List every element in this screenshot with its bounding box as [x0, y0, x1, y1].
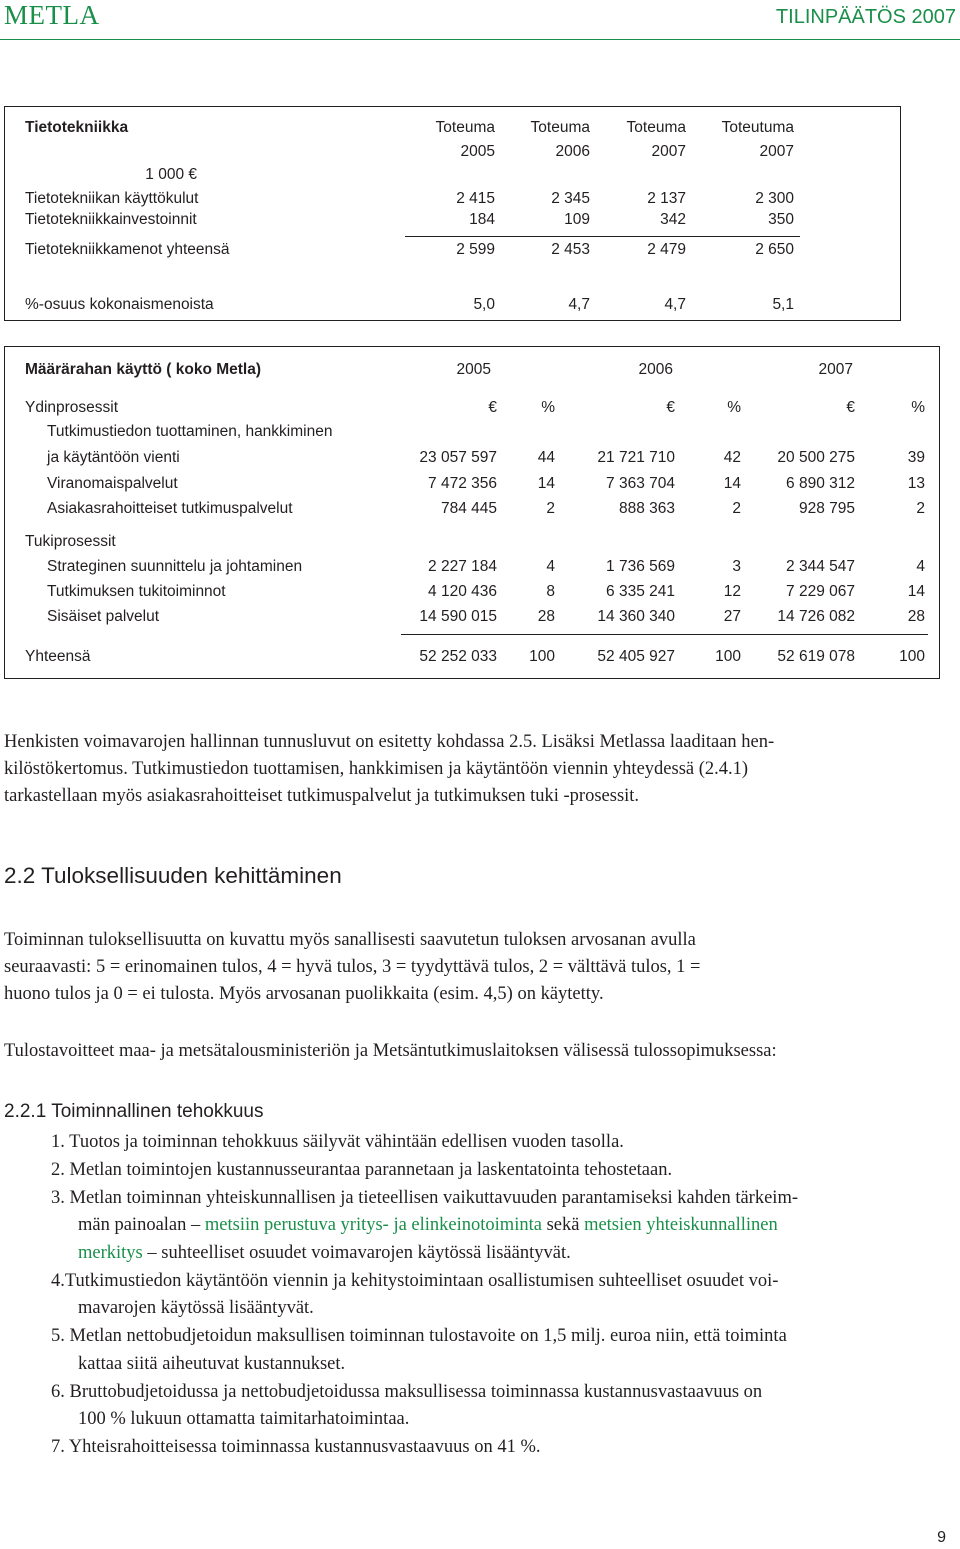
list-item-continuation: kattaa siitä aiheutuvat kustannukset. — [78, 1354, 346, 1374]
cell: 2 650 — [755, 241, 794, 258]
row-label: ja käytäntöön vienti — [47, 449, 180, 466]
list-text: – suhteelliset osuudet voimavarojen käytössä lisääntyvät. — [142, 1243, 571, 1263]
cell: 27 — [723, 608, 741, 625]
paragraph-line: kilöstökertomus. Tutkimustiedon tuottamisen, hankkimisen ja käytäntöön viennin yhteydessä (2.4.1) — [4, 759, 749, 779]
col-year: 2007 — [759, 143, 794, 160]
cell: 14 — [537, 475, 555, 492]
report-title: TILINPÄÄTÖS 2007 — [775, 6, 956, 28]
cell: 2 415 — [456, 190, 495, 207]
cell: 7 229 067 — [786, 583, 855, 600]
row-label: Tutkimustiedon tuottaminen, hankkiminen — [47, 423, 333, 440]
cell: 4,7 — [664, 296, 686, 313]
euro-header: € — [488, 399, 497, 416]
col-year: 2006 — [555, 143, 590, 160]
cell: 184 — [469, 211, 495, 228]
cell: 109 — [564, 211, 590, 228]
total-label: Tietotekniikkamenot yhteensä — [25, 241, 230, 258]
cell: 14 — [907, 583, 925, 600]
list-item: 7. Yhteisrahoitteisessa toiminnassa kustannusvastaavuus on 41 %. — [51, 1437, 541, 1457]
cell: 2 599 — [456, 241, 495, 258]
percent-header: % — [727, 399, 741, 416]
col-year: 2007 — [651, 143, 686, 160]
euro-header: € — [666, 399, 675, 416]
unit-label: 1 000 € — [145, 166, 197, 183]
cell: 14 590 015 — [419, 608, 497, 625]
cell: 42 — [723, 449, 741, 466]
cell: 2 453 — [551, 241, 590, 258]
list-item-continuation: mavarojen käytössä lisääntyvät. — [78, 1298, 314, 1318]
cell: 4,7 — [568, 296, 590, 313]
row-label: Asiakasrahoitteiset tutkimuspalvelut — [47, 500, 293, 517]
cell: 21 721 710 — [597, 449, 675, 466]
row-label: Tietotekniikkainvestoinnit — [25, 211, 197, 228]
cell: 52 252 033 — [419, 648, 497, 665]
cell: 20 500 275 — [777, 449, 855, 466]
row-label: Strateginen suunnittelu ja johtaminen — [47, 558, 303, 575]
metla-logo: METLA — [4, 0, 100, 30]
col-header: Toteuma — [530, 119, 590, 136]
list-text: män painoalan – — [78, 1215, 205, 1235]
cell: 100 — [529, 648, 555, 665]
cell: 100 — [715, 648, 741, 665]
grading-paragraph — [4, 927, 959, 1008]
cell: 2 300 — [755, 190, 794, 207]
col-header: Toteuma — [435, 119, 495, 136]
cell: 7 472 356 — [428, 475, 497, 492]
euro-header: € — [846, 399, 855, 416]
list-item: 1. Tuotos ja toiminnan tehokkuus säilyvät vähintään edellisen vuoden tasolla. — [51, 1132, 624, 1152]
total-divider — [405, 236, 800, 237]
total-label: Yhteensä — [25, 648, 91, 665]
group-label: Tukiprosessit — [25, 533, 116, 550]
paragraph-line: huono tulos ja 0 = ei tulosta. Myös arvosanan puolikkaita (esim. 4,5) on käytetty. — [4, 984, 604, 1004]
it-table — [4, 106, 901, 321]
cell: 6 335 241 — [606, 583, 675, 600]
budget-table — [4, 346, 940, 679]
highlight-term: merkitys — [78, 1243, 143, 1263]
cell: 39 — [907, 449, 925, 466]
col-header: Toteutuma — [721, 119, 794, 136]
cell: 4 — [916, 558, 925, 575]
percent-header: % — [541, 399, 555, 416]
cell: 4 120 436 — [428, 583, 497, 600]
list-item: 4.Tutkimustiedon käytäntöön viennin ja kehitystoimintaan osallistumisen suhteelliset osuudet voi- — [51, 1271, 779, 1291]
cell: 14 726 082 — [777, 608, 855, 625]
col-header: Toteuma — [626, 119, 686, 136]
budget-table-title: Määrärahan käyttö ( koko Metla) — [25, 361, 262, 378]
list-item-continuation — [78, 1240, 571, 1267]
cell: 342 — [660, 211, 686, 228]
cell: 12 — [723, 583, 741, 600]
row-label: Viranomaispalvelut — [47, 475, 178, 492]
cell: 7 363 704 — [606, 475, 675, 492]
cell: 6 890 312 — [786, 475, 855, 492]
cell: 5,0 — [473, 296, 495, 313]
paragraph-line: Henkisten voimavarojen hallinnan tunnusluvut on esitetty kohdassa 2.5. Lisäksi Metlassa laaditaan hen- — [4, 732, 775, 752]
list-item-continuation: 100 % lukuun ottamatta taimitarhatoimintaa. — [78, 1409, 410, 1429]
row-label: Tietotekniikan käyttökulut — [25, 190, 199, 207]
cell: 784 445 — [440, 500, 497, 517]
paragraph-line: Toiminnan tuloksellisuutta on kuvattu myös sanallisesti saavutetun tuloksen arvosanan avulla — [4, 930, 696, 950]
cell: 2 344 547 — [786, 558, 855, 575]
cell: 28 — [537, 608, 555, 625]
cell: 2 345 — [551, 190, 590, 207]
cell: 2 137 — [647, 190, 686, 207]
percent-header: % — [911, 399, 925, 416]
targets-intro: Tulostavoitteet maa- ja metsätalousministeriön ja Metsäntutkimuslaitoksen välisessä tulossopimuksessa: — [4, 1041, 777, 1061]
year-header: 2007 — [818, 361, 853, 378]
page-number: 9 — [937, 1529, 946, 1546]
list-item: 5. Metlan nettobudjetoidun maksullisen toiminnan tulostavoite on 1,5 milj. euroa niin, että toiminta — [51, 1326, 787, 1346]
cell: 5,1 — [772, 296, 794, 313]
year-header: 2006 — [638, 361, 673, 378]
cell: 52 405 927 — [597, 648, 675, 665]
cell: 100 — [899, 648, 925, 665]
list-item-line: 3. Metlan toiminnan yhteiskunnallisen ja tieteellisen vaikuttavuuden parantamiseksi kahden tärkeim- — [51, 1188, 798, 1208]
cell: 350 — [768, 211, 794, 228]
total-divider — [401, 634, 928, 635]
cell: 1 736 569 — [606, 558, 675, 575]
cell: 28 — [907, 608, 925, 625]
cell: 2 — [546, 500, 555, 517]
cell: 2 479 — [647, 241, 686, 258]
cell: 23 057 597 — [419, 449, 497, 466]
list-item — [51, 1185, 798, 1212]
paragraph-line: tarkastellaan myös asiakasrahoitteiset tutkimuspalvelut ja tutkimuksen tuki -prosessit. — [4, 786, 640, 806]
cell: 928 795 — [798, 500, 855, 517]
col-year: 2005 — [460, 143, 495, 160]
list-item: 6. Bruttobudjetoidussa ja nettobudjetoidussa maksullisessa toiminnassa kustannusvastaavuus on — [51, 1382, 763, 1402]
cell: 8 — [546, 583, 555, 600]
cell: 14 — [723, 475, 741, 492]
list-item: 2. Metlan toimintojen kustannusseurantaa parannetaan ja laskentatointa tehostetaan. — [51, 1160, 673, 1180]
intro-paragraph — [4, 729, 959, 810]
highlight-term: metsien yhteiskunnallinen — [584, 1215, 778, 1235]
cell: 2 — [732, 500, 741, 517]
list-item-continuation — [78, 1212, 778, 1239]
cell: 14 360 340 — [597, 608, 675, 625]
paragraph-line: seuraavasti: 5 = erinomainen tulos, 4 = hyvä tulos, 3 = tyydyttävä tulos, 2 = välttävä tulos, 1 = — [4, 957, 701, 977]
it-table-title: Tietotekniikka — [25, 119, 129, 136]
cell: 13 — [907, 475, 925, 492]
section-heading: 2.2 Tuloksellisuuden kehittäminen — [4, 863, 342, 888]
year-header: 2005 — [456, 361, 491, 378]
cell: 2 — [916, 500, 925, 517]
row-label: Sisäiset palvelut — [47, 608, 160, 625]
cell: 4 — [546, 558, 555, 575]
share-label: %-osuus kokonaismenoista — [25, 296, 214, 313]
cell: 52 619 078 — [777, 648, 855, 665]
subsection-heading: 2.2.1 Toiminnallinen tehokkuus — [4, 1101, 264, 1122]
cell: 2 227 184 — [428, 558, 497, 575]
list-text: sekä — [541, 1215, 585, 1235]
cell: 3 — [732, 558, 741, 575]
cell: 44 — [537, 449, 555, 466]
group-label: Ydinprosessit — [25, 399, 119, 416]
highlight-term: metsiin perustuva yritys- ja elinkeinotoiminta — [204, 1215, 542, 1235]
header-divider — [0, 39, 960, 40]
row-label: Tutkimuksen tukitoiminnot — [47, 583, 226, 600]
cell: 888 363 — [618, 500, 675, 517]
